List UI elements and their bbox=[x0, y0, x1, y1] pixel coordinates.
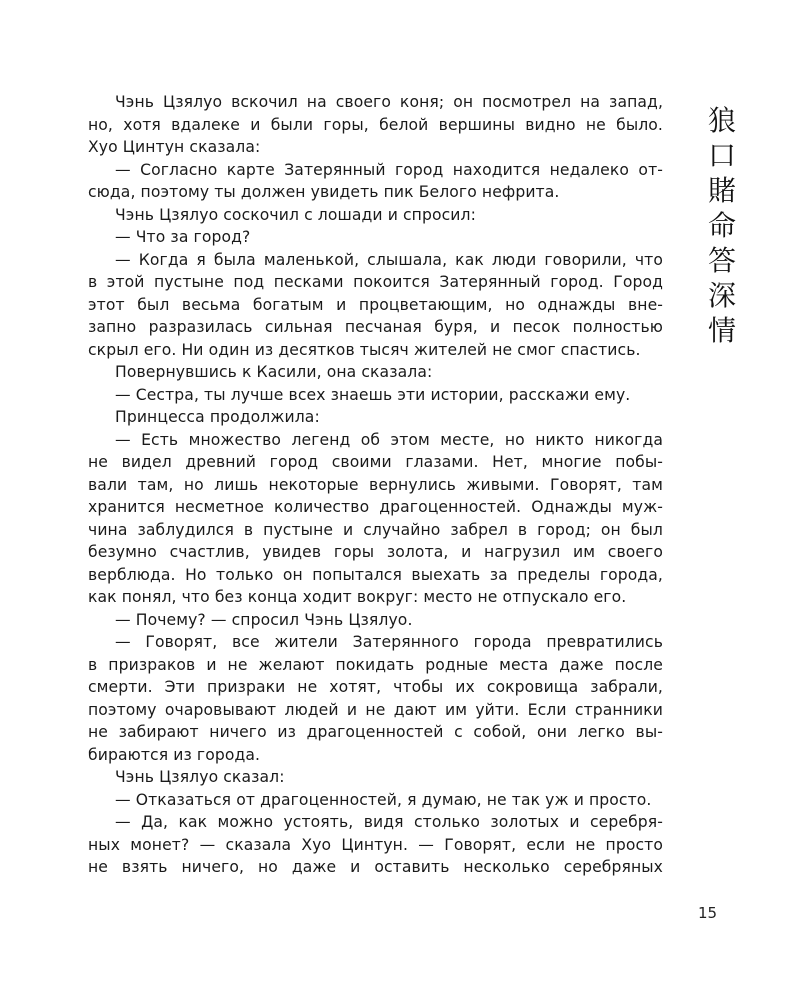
running-head-char: 賭 bbox=[707, 174, 736, 207]
text-line: — Когда я была маленькой, слышала, как люди говорили, что bbox=[115, 250, 663, 269]
text-line: скрыл его. Ни один из десятков тысяч жителей не смог спастись. bbox=[88, 340, 641, 359]
text-line: Хуо Цинтун сказала: bbox=[88, 138, 261, 156]
text-line: Чэнь Цзялуо вскочил на своего коня; он посмотрел на запад, bbox=[115, 93, 663, 111]
text-line: — Да, как можно устоять, видя столько золотых и серебря- bbox=[115, 813, 663, 831]
text-line: — Есть множество легенд об этом месте, но никто никогда bbox=[115, 430, 663, 449]
running-head-char: 情 bbox=[707, 314, 736, 347]
text-line: хранится несметное количество драгоценностей. Однажды муж- bbox=[88, 498, 663, 516]
running-head-char: 深 bbox=[707, 279, 736, 312]
text-line: не забирают ничего из драгоценностей с собой, они легко вы- bbox=[88, 723, 663, 741]
text-line: Повернувшись к Касили, она сказала: bbox=[115, 363, 433, 381]
text-line: запно разразилась сильная песчаная буря, и песок полностью bbox=[88, 318, 663, 336]
text-line: в призраков и не желают покидать родные места даже после bbox=[88, 655, 663, 674]
text-line: — Что за город? bbox=[115, 228, 251, 246]
text-line: не видел древний город своими глазами. Нет, многие побы- bbox=[88, 453, 663, 471]
body-text bbox=[88, 91, 663, 879]
text-line: — Говорят, все жители Затерянного города превратились bbox=[115, 633, 663, 651]
text-line: безумно счастлив, увидев горы золота, и нагрузил им своего bbox=[88, 543, 663, 561]
text-line: ных монет? — сказала Хуо Цинтун. — Говорят, если не просто bbox=[88, 835, 663, 854]
text-line: — Сестра, ты лучше всех знаешь эти истории, расскажи ему. bbox=[115, 385, 631, 404]
text-line: бираются из города. bbox=[88, 745, 261, 764]
text-line: поэтому очаровывают людей и не дают им уйти. Если странники bbox=[88, 700, 663, 719]
text-line: Чэнь Цзялуо соскочил с лошади и спросил: bbox=[115, 205, 476, 224]
running-head-char: 狼 bbox=[707, 104, 736, 137]
text-line: — Согласно карте Затерянный город находится недалеко от- bbox=[115, 160, 663, 179]
text-line: Чэнь Цзялуо сказал: bbox=[115, 768, 285, 786]
text-line: чина заблудился в пустыне и случайно забрел в город; он был bbox=[88, 520, 663, 539]
text-line: как понял, что без конца ходит вокруг: место не отпускало его. bbox=[88, 588, 627, 606]
text-line: верблюда. Но только он попытался выехать за пределы города, bbox=[88, 565, 663, 584]
text-line: не взять ничего, но даже и оставить несколько серебряных bbox=[88, 858, 663, 876]
text-line: но, хотя вдалеке и были горы, белой вершины видно не было. bbox=[88, 115, 663, 134]
text-line: — Почему? — спросил Чэнь Цзялуо. bbox=[115, 610, 413, 629]
text-line: этот был весьма богатым и процветающим, но однажды вне- bbox=[88, 295, 663, 314]
text-line: Принцесса продолжила: bbox=[115, 408, 320, 426]
running-head-char: 命 bbox=[707, 209, 736, 242]
text-line: сюда, поэтому ты должен увидеть пик Белого нефрита. bbox=[88, 183, 560, 201]
text-line: в этой пустыне под песками покоится Затерянный город. Город bbox=[88, 273, 663, 291]
text-line: вали там, но лишь некоторые вернулись живыми. Говорят, там bbox=[88, 475, 663, 494]
running-head-char: 口 bbox=[707, 139, 736, 172]
text-line: — Отказаться от драгоценностей, я думаю, не так уж и просто. bbox=[115, 790, 652, 809]
text-line: смерти. Эти призраки не хотят, чтобы их сокровища забрали, bbox=[88, 678, 663, 696]
page-number: 15 bbox=[698, 904, 718, 922]
running-head bbox=[702, 103, 742, 348]
running-head-char: 答 bbox=[707, 244, 736, 277]
